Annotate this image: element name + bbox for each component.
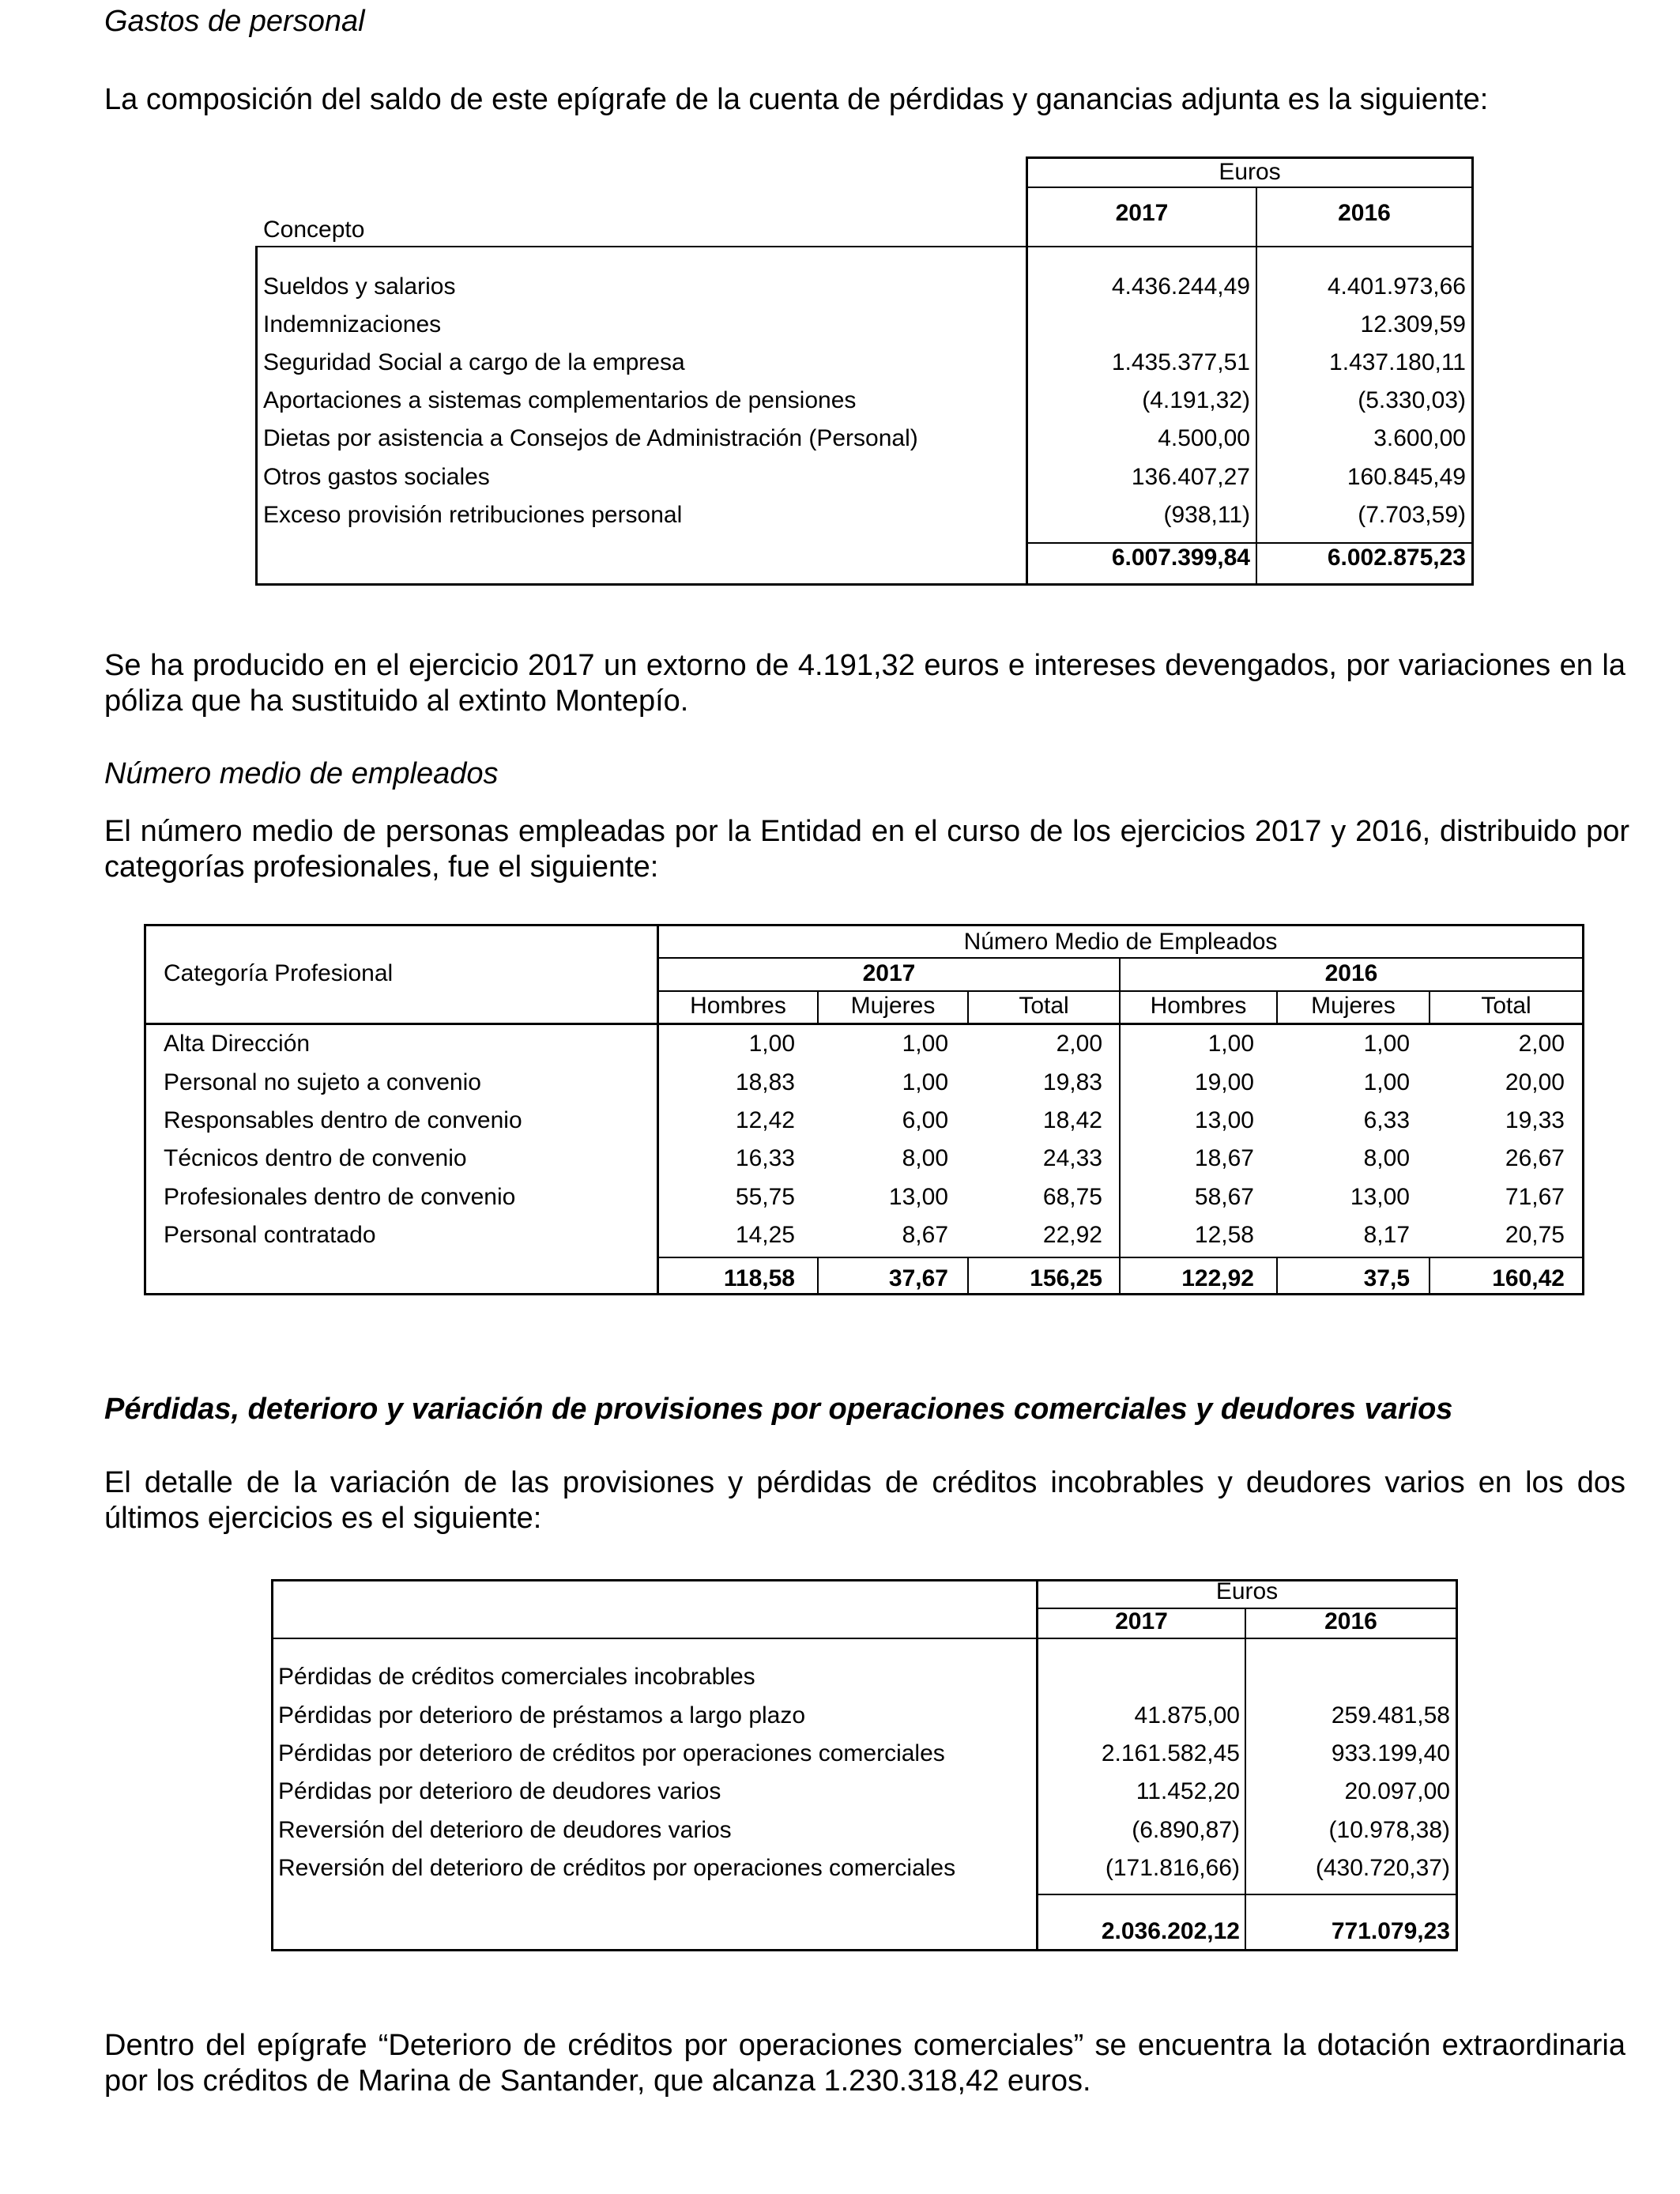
value: 1,00	[902, 1069, 948, 1095]
total-value: 37,5	[1363, 1265, 1410, 1291]
value: 20,75	[1505, 1222, 1565, 1248]
row-label: Reversión del deterioro de deudores varios	[278, 1817, 732, 1843]
year-2017-header: 2017	[1115, 200, 1169, 226]
value: 8,67	[902, 1222, 948, 1248]
value: 14,25	[735, 1222, 795, 1248]
col-mujeres-2017: Mujeres	[850, 993, 936, 1019]
value-2016: 160.845,49	[1347, 464, 1466, 490]
section-intro: El detalle de la variación de las provisiones y pérdidas de créditos incobrables y deudores varios en los dos últimos ejercicios es el siguiente:	[104, 1466, 1625, 1535]
year-2017-header: 2017	[862, 960, 916, 986]
value-2017: 4.436.244,49	[1111, 273, 1250, 300]
value: 1,00	[1207, 1031, 1254, 1057]
row-label: Dietas por asistencia a Consejos de Administración (Personal)	[263, 425, 918, 451]
value: 19,33	[1505, 1107, 1565, 1133]
value-2017: (4.191,32)	[1142, 387, 1250, 413]
value-2017: 2.161.582,45	[1101, 1740, 1240, 1766]
row-label: Alta Dirección	[164, 1031, 311, 1057]
col-mujeres-2016: Mujeres	[1311, 993, 1396, 1019]
value: 71,67	[1505, 1184, 1565, 1210]
value: 58,67	[1194, 1184, 1254, 1210]
group-header: Número Medio de Empleados	[963, 929, 1278, 955]
category-header: Categoría Profesional	[164, 960, 394, 986]
section-heading-perdidas-deterioro: Pérdidas, deterioro y variación de provisiones por operaciones comerciales y deudores varios	[104, 1393, 1453, 1426]
value: 18,42	[1042, 1107, 1102, 1133]
value-2016: (10.978,38)	[1328, 1817, 1450, 1843]
year-2016-header: 2016	[1324, 1608, 1377, 1634]
total-value: 37,67	[888, 1265, 948, 1291]
value: 19,00	[1194, 1069, 1254, 1095]
value-2017: (6.890,87)	[1132, 1817, 1240, 1843]
col-total-2016: Total	[1481, 993, 1531, 1019]
euros-header: Euros	[1215, 1578, 1279, 1604]
value: 12,42	[735, 1107, 795, 1133]
row-label: Aportaciones a sistemas complementarios de pensiones	[263, 387, 857, 413]
value: 1,00	[1363, 1069, 1410, 1095]
total-value: 160,42	[1492, 1265, 1565, 1291]
row-label: Exceso provisión retribuciones personal	[263, 502, 683, 528]
value: 1,00	[748, 1031, 795, 1057]
total-2017: 6.007.399,84	[1111, 545, 1250, 571]
total-value: 118,58	[723, 1265, 795, 1291]
row-label: Personal no sujeto a convenio	[164, 1069, 481, 1095]
value: 8,00	[902, 1145, 948, 1171]
value: 2,00	[1056, 1031, 1102, 1057]
value: 8,00	[1363, 1145, 1410, 1171]
value: 13,00	[888, 1184, 948, 1210]
value: 12,58	[1194, 1222, 1254, 1248]
row-label: Pérdidas de créditos comerciales incobrables	[278, 1664, 755, 1690]
value: 6,33	[1363, 1107, 1410, 1133]
value: 8,17	[1363, 1222, 1410, 1248]
col-hombres-2016: Hombres	[1150, 993, 1247, 1019]
value-2016: 20.097,00	[1344, 1778, 1450, 1804]
row-label: Reversión del deterioro de créditos por operaciones comerciales	[278, 1855, 956, 1881]
value: 13,00	[1194, 1107, 1254, 1133]
total-value: 122,92	[1181, 1265, 1254, 1291]
value: 24,33	[1042, 1145, 1102, 1171]
year-2016-header: 2016	[1324, 960, 1378, 986]
value: 1,00	[902, 1031, 948, 1057]
value: 68,75	[1042, 1184, 1102, 1210]
value: 18,67	[1194, 1145, 1254, 1171]
value: 20,00	[1505, 1069, 1565, 1095]
row-label: Seguridad Social a cargo de la empresa	[263, 349, 685, 375]
section-intro: La composición del saldo de este epígrafe de la cuenta de pérdidas y ganancias adjunta es la siguiente:	[104, 83, 1489, 116]
value-2017: 1.435.377,51	[1111, 349, 1250, 375]
value-2016: 12.309,59	[1360, 311, 1466, 337]
value: 2,00	[1518, 1031, 1565, 1057]
section-heading-gastos-personal: Gastos de personal	[104, 5, 365, 38]
row-label: Personal contratado	[164, 1222, 376, 1248]
year-2017-header: 2017	[1115, 1608, 1168, 1634]
year-2016-header: 2016	[1338, 200, 1391, 226]
row-label: Sueldos y salarios	[263, 273, 456, 300]
value: 18,83	[735, 1069, 795, 1095]
value-2016: 3.600,00	[1373, 425, 1466, 451]
value-2016: (7.703,59)	[1358, 502, 1466, 528]
value-2016: 1.437.180,11	[1329, 349, 1466, 375]
concept-header: Concepto	[263, 217, 365, 243]
value-2017: 4.500,00	[1158, 425, 1250, 451]
extorno-note: Se ha producido en el ejercicio 2017 un extorno de 4.191,32 euros e intereses devengados, por variaciones en la póliza que ha sustituido al extinto Montepío.	[104, 649, 1625, 718]
value-2016: 933.199,40	[1331, 1740, 1450, 1766]
row-label: Otros gastos sociales	[263, 464, 490, 490]
value-2017: 136.407,27	[1131, 464, 1250, 490]
value: 1,00	[1363, 1031, 1410, 1057]
value: 16,33	[735, 1145, 795, 1171]
total-2016: 6.002.875,23	[1327, 545, 1466, 571]
col-total-2017: Total	[1019, 993, 1069, 1019]
row-label: Profesionales dentro de convenio	[164, 1184, 516, 1210]
total-value: 156,25	[1030, 1265, 1102, 1291]
value-2016: (430.720,37)	[1315, 1855, 1450, 1881]
euros-header: Euros	[1219, 159, 1281, 185]
value-2016: 259.481,58	[1331, 1702, 1450, 1728]
row-label: Pérdidas por deterioro de créditos por operaciones comerciales	[278, 1740, 945, 1766]
total-2017: 2.036.202,12	[1101, 1918, 1240, 1944]
row-label: Pérdidas por deterioro de deudores varios	[278, 1778, 721, 1804]
value-2017: 11.452,20	[1136, 1778, 1240, 1804]
value-2017: (171.816,66)	[1105, 1855, 1240, 1881]
value-2017: (938,11)	[1163, 502, 1250, 528]
section-heading-numero-empleados: Número medio de empleados	[104, 757, 499, 790]
value: 6,00	[902, 1107, 948, 1133]
row-label: Responsables dentro de convenio	[164, 1107, 522, 1133]
value: 26,67	[1505, 1145, 1565, 1171]
value: 13,00	[1350, 1184, 1410, 1210]
row-label: Indemnizaciones	[263, 311, 442, 337]
row-label: Técnicos dentro de convenio	[164, 1145, 467, 1171]
section-intro: El número medio de personas empleadas por la Entidad en el curso de los ejercicios 2017 y 2016, distribuido por categorías profesionales, fue el siguiente:	[104, 815, 1629, 884]
value-2016: (5.330,03)	[1358, 387, 1466, 413]
value: 55,75	[735, 1184, 795, 1210]
value: 19,83	[1042, 1069, 1102, 1095]
value-2017: 41.875,00	[1134, 1702, 1240, 1728]
col-hombres-2017: Hombres	[690, 993, 786, 1019]
marina-santander-note: Dentro del epígrafe “Deterioro de créditos por operaciones comerciales” se encuentra la dotación extraordinaria por los créditos de Marina de Santander, que alcanza 1.230.318,42 euros.	[104, 2029, 1625, 2098]
value-2016: 4.401.973,66	[1327, 273, 1466, 300]
row-label: Pérdidas por deterioro de préstamos a largo plazo	[278, 1702, 806, 1728]
value: 22,92	[1042, 1222, 1102, 1248]
total-2016: 771.079,23	[1331, 1918, 1450, 1944]
